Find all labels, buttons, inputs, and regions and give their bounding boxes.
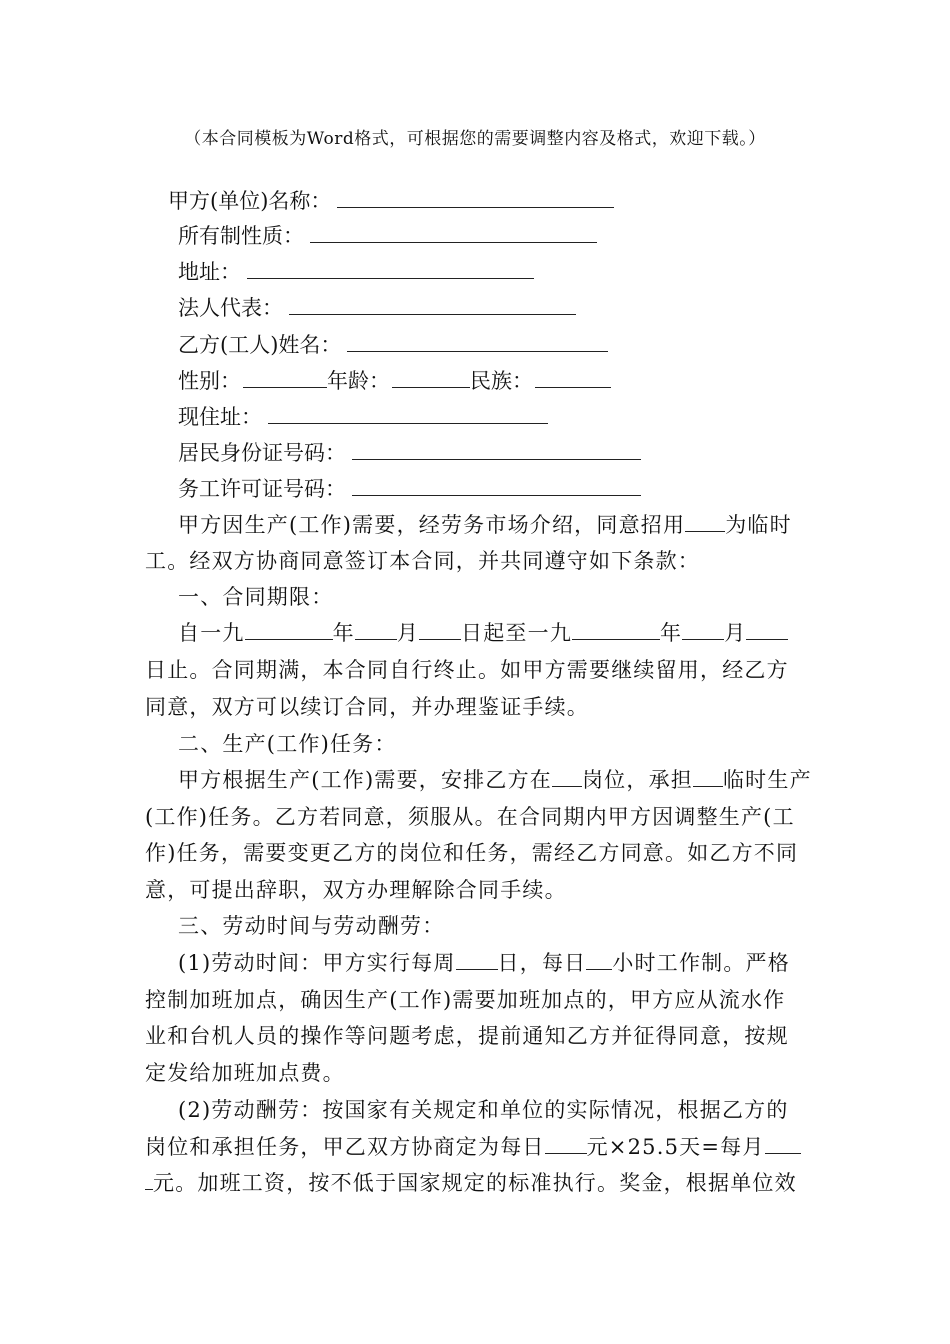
start-year-blank[interactable] (245, 621, 333, 640)
hours-per-day-blank[interactable] (586, 951, 612, 970)
start-day-blank[interactable] (419, 621, 461, 640)
section3-p1-line1 (178, 950, 806, 976)
gender-age-ethnicity-field[interactable] (178, 367, 611, 394)
s3-p2-text-a: 岗位和承担任务，甲乙双方协商定为每日 (145, 1135, 545, 1159)
section2-line4: 意，可提出辞职，双方办理解除合同手续。 (145, 878, 567, 902)
section2-line1 (178, 767, 812, 793)
end-month-blank[interactable] (682, 621, 724, 640)
id-number-blank[interactable] (352, 439, 641, 460)
s3-p2-text-b: 元×25.5天=每月 (586, 1135, 765, 1159)
residence-blank[interactable] (268, 403, 548, 424)
party-b-name-blank[interactable] (347, 331, 608, 352)
gender-label: 性别： (178, 369, 241, 393)
monthly-wage-blank-cont[interactable] (145, 1171, 153, 1190)
hire-count-blank[interactable] (685, 513, 725, 532)
section3-p1-line2: 控制加班加点，确因生产(工作)需要加班加点的，甲方应从流水作 (145, 988, 786, 1012)
residence-field[interactable] (178, 403, 548, 430)
party-b-name-label: 乙方(工人)姓名： (178, 333, 342, 357)
para1-text-a: 甲方因生产(工作)需要，经劳务市场介绍，同意招用 (178, 513, 686, 537)
section1-line3: 同意，双方可以续订合同，并办理鉴证手续。 (145, 695, 589, 719)
ownership-blank[interactable] (310, 222, 597, 243)
id-number-label: 居民身份证号码： (178, 441, 346, 465)
work-permit-field[interactable] (178, 475, 641, 502)
legal-rep-blank[interactable] (289, 294, 576, 315)
legal-rep-label: 法人代表： (178, 296, 283, 320)
end-day-blank[interactable] (746, 621, 788, 640)
s3-p1-text-c: 小时工作制。严格 (612, 951, 790, 975)
work-permit-blank[interactable] (352, 475, 641, 496)
section3-p2-line2 (145, 1134, 805, 1160)
task-blank[interactable] (693, 768, 723, 787)
s1-text-b: 年 (332, 621, 355, 645)
para1-line2: 工。经双方协商同意签订本合同，并共同遵守如下条款： (145, 549, 700, 573)
post-blank[interactable] (552, 768, 582, 787)
s2-text-c: 临时生产 (722, 768, 812, 792)
s1-text-c: 月 (396, 621, 420, 645)
s1-text-f: 月 (724, 621, 747, 645)
gender-blank[interactable] (243, 367, 327, 388)
section3-p2-line3 (145, 1170, 805, 1196)
address-blank[interactable] (247, 258, 534, 279)
section3-title: 三、劳动时间与劳动酬劳： (178, 914, 445, 938)
s3-p1-text-b: 日，每日 (497, 951, 587, 975)
id-number-field[interactable] (178, 439, 641, 466)
end-year-blank[interactable] (572, 621, 660, 640)
s1-text-e: 年 (660, 621, 683, 645)
section3-p1-line3: 业和台机人员的操作等问题考虑，提前通知乙方并征得同意，按规 (145, 1024, 789, 1048)
s3-p1-text-a: (1)劳动时间：甲方实行每周 (178, 951, 456, 975)
daily-wage-blank[interactable] (545, 1135, 587, 1154)
address-label: 地址： (178, 260, 241, 284)
work-permit-label: 务工许可证号码： (178, 477, 346, 501)
start-month-blank[interactable] (355, 621, 397, 640)
monthly-wage-blank[interactable] (765, 1135, 801, 1154)
section1-line1 (178, 620, 806, 646)
s1-text-d: 日起至一九 (461, 621, 573, 645)
age-label: 年龄： (327, 369, 390, 393)
para1-text-b: 为临时 (725, 513, 792, 537)
section2-line2: (工作)任务。乙方若同意，须服从。在合同期内甲方因调整生产(工 (145, 805, 795, 829)
legal-rep-field[interactable] (178, 294, 576, 321)
address-field[interactable] (178, 258, 534, 285)
s2-text-b: 岗位，承担 (581, 768, 693, 792)
ownership-field[interactable] (178, 222, 597, 249)
s2-text-a: 甲方根据生产(工作)需要，安排乙方在 (178, 768, 552, 792)
section2-title: 二、生产(工作)任务： (178, 732, 397, 756)
days-per-week-blank[interactable] (456, 951, 498, 970)
residence-label: 现住址： (178, 405, 262, 429)
s1-text-a: 自一九 (178, 621, 245, 645)
party-a-name-field[interactable] (168, 187, 614, 214)
section1-line2: 日止。合同期满，本合同自行终止。如甲方需要继续留用，经乙方 (145, 658, 789, 682)
party-a-name-blank[interactable] (337, 187, 614, 208)
section2-line3: 作)任务，需要变更乙方的岗位和任务，需经乙方同意。如乙方不同 (145, 841, 799, 865)
party-b-name-field[interactable] (178, 331, 608, 358)
party-a-name-label: 甲方(单位)名称： (168, 189, 332, 213)
ethnicity-blank[interactable] (535, 367, 611, 388)
ethnicity-label: 民族： (470, 369, 533, 393)
section1-title: 一、合同期限： (178, 585, 334, 609)
section3-p1-line4: 定发给加班加点费。 (145, 1061, 345, 1085)
ownership-label: 所有制性质： (178, 224, 304, 248)
age-blank[interactable] (392, 367, 470, 388)
s3-p2-text-c: 元。加班工资，按不低于国家规定的标准执行。奖金，根据单位效 (153, 1171, 797, 1195)
section3-p2-line1: (2)劳动酬劳：按国家有关规定和单位的实际情况，根据乙方的 (178, 1098, 789, 1122)
para1-line1 (178, 512, 806, 538)
template-note: （本合同模板为Word格式，可根据您的需要调整内容及格式，欢迎下载。） (184, 129, 766, 149)
